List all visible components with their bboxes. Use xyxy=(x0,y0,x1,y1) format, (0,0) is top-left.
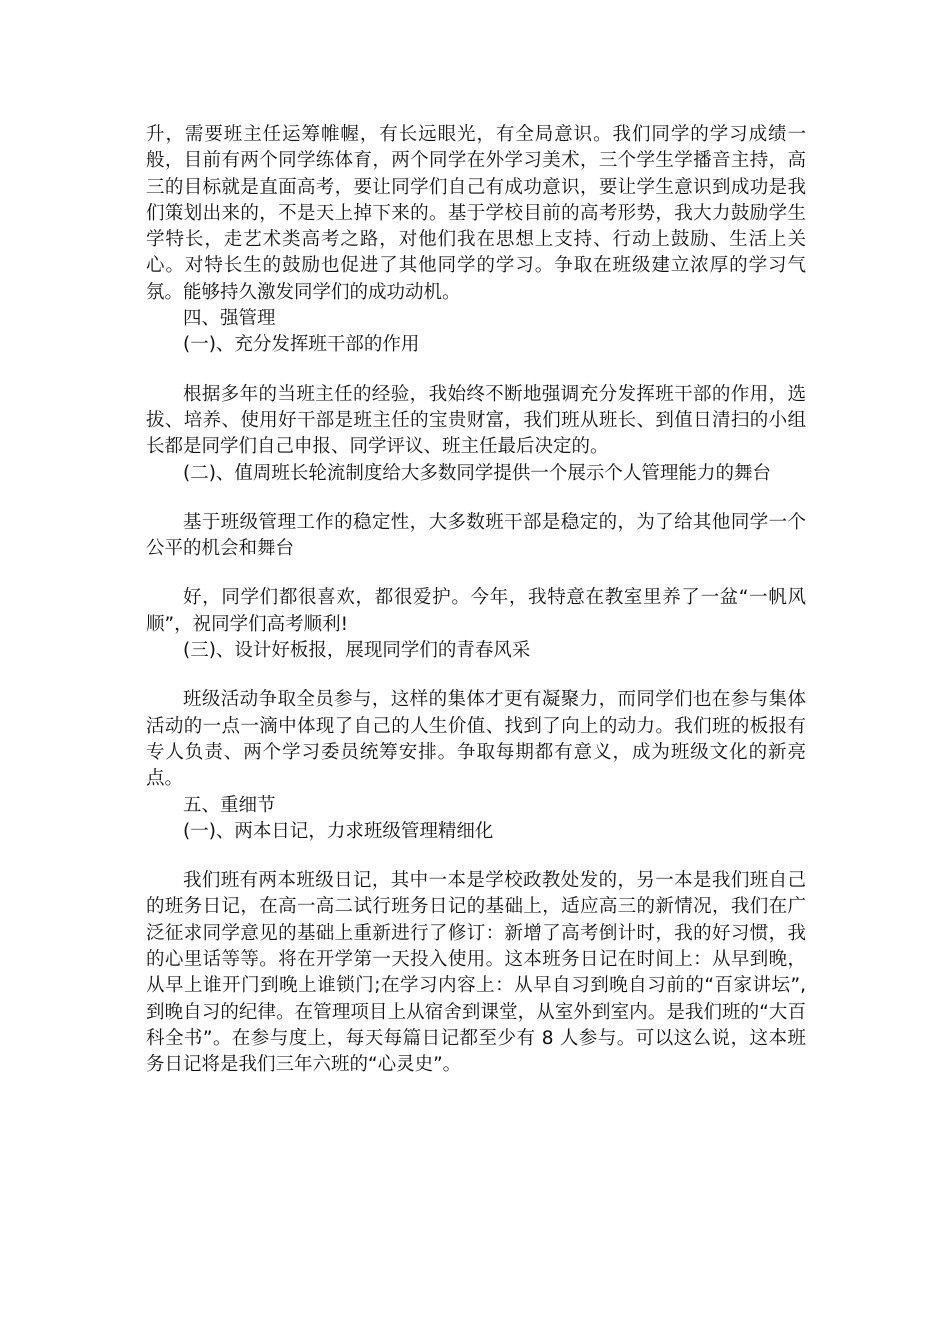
subheading-blackboard: (三)、设计好板报，展现同学们的青春风采 xyxy=(183,640,531,662)
subheading-class-cadres: (一)、充分发挥班干部的作用 xyxy=(183,334,420,356)
paragraph-two-diaries: 我们班有两本班级日记，其中一本是学校政教处发的，另一本是我们班自己的班务日记，在高一高二试行班务日记的基础上，适应高三的新情况，我们在广泛征求同学意见的基础上重新进行了修订：新增了高考倒计时，我的好习惯，我的心里话等等。将在开学第一天投入使用。这本班务日记在时间上：从早到晚，从早上谁开门到晚上谁锁门;在学习内容上：从早自习到晚自习前的“百家讲坛”,到晚自习的纪律。在管理项目上从宿舍到课堂，从室外到室内。是我们班的“大百科全书”。在参与度上，每天每篇日记都至少有 8 人参与。可以这么说，这本班务日记将是我们三年六班的“心灵史”。 xyxy=(146,870,806,1076)
paragraph-plant: 好，同学们都很喜欢，都很爱护。今年，我特意在教室里养了一盆“一帆风顺”，祝同学们高考顺利! xyxy=(146,587,806,635)
paragraph-rotating-monitor: 基于班级管理工作的稳定性，大多数班干部是稳定的，为了给其他同学一个公平的机会和舞台 xyxy=(146,511,806,560)
paragraph-class-cadres: 根据多年的当班主任的经验，我始终不断地强调充分发挥班干部的作用，选拔、培养、使用好干部是班主任的宝贵财富，我们班从班长、到值日清扫的小组长都是同学们自己申报、同学评议、班主任最后决定的。 xyxy=(146,383,806,458)
subheading-rotating-monitor: (二)、值周班长轮流制度给大多数同学提供一个展示个人管理能力的舞台 xyxy=(183,462,771,484)
document-body xyxy=(146,122,806,1079)
paragraph-continuation: 升，需要班主任运筹帷幄，有长远眼光，有全局意识。我们同学的学习成绩一般，目前有两个同学练体育，两个同学在外学习美术，三个学生学播音主持，高三的目标就是直面高考，要让同学们自己有成功意识，要让学生意识到成功是我们策划出来的，不是天上掉下来的。基于学校目前的高考形势，我大力鼓励学生学特长，走艺术类高考之路，对他们我在思想上支持、行动上鼓励、生活上关心。对特长生的鼓励也促进了其他同学的学习。争取在班级建立浓厚的学习气氛。能够持久激发同学们的成功动机。 xyxy=(146,124,806,303)
paragraph-blackboard: 班级活动争取全员参与，这样的集体才更有凝聚力，而同学们也在参与集体活动的一点一滴中体现了自己的人生价值、找到了向上的动力。我们班的板报有专人负责、两个学习委员统筹安排。争取每期都有意义，成为班级文化的新亮点。 xyxy=(146,689,806,790)
subheading-two-diaries: (一)、两本日记，力求班级管理精细化 xyxy=(183,820,494,842)
section-heading-details: 五、重细节 xyxy=(183,794,276,816)
section-heading-management: 四、强管理 xyxy=(183,308,276,330)
